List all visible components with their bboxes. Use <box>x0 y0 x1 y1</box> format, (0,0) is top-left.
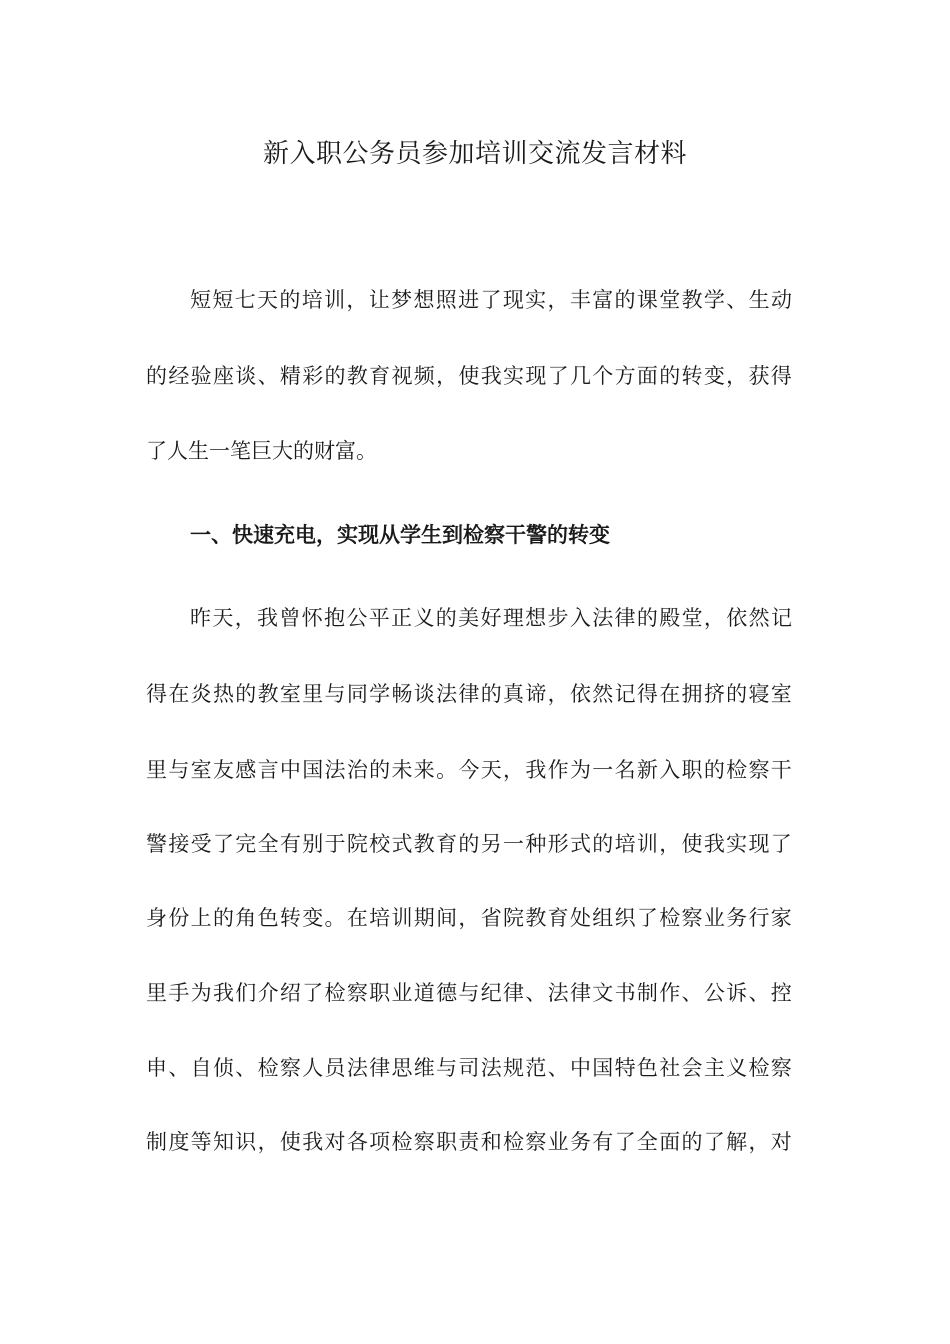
line-char: 了 <box>636 906 658 930</box>
line-char: 几 <box>569 364 591 388</box>
line-char: 公 <box>346 606 368 630</box>
line-char: 规 <box>503 1056 524 1080</box>
line-char: 得 <box>146 682 167 706</box>
line-char: 的 <box>369 758 391 782</box>
line-char: 与 <box>458 981 480 1005</box>
line-char: 培 <box>614 832 636 856</box>
line-char: 谈 <box>413 682 435 706</box>
line-char: 院 <box>346 832 368 856</box>
line-char: 然 <box>592 682 614 706</box>
line-char: 谛 <box>525 682 547 706</box>
line-char: 使 <box>279 1130 301 1154</box>
line-char: 的 <box>659 364 681 388</box>
line-char: 现 <box>502 288 524 312</box>
line-char: 制 <box>636 981 658 1005</box>
line-char: 我 <box>302 1130 324 1154</box>
line-char: 们 <box>235 981 257 1005</box>
line-char: 了 <box>703 1130 725 1154</box>
line-char: 抱 <box>324 606 346 630</box>
line-char: 手 <box>168 981 190 1005</box>
line-char: 实 <box>726 832 748 856</box>
line-char: 一 <box>503 832 524 856</box>
line-char: 的 <box>592 832 614 856</box>
line-char: 理 <box>502 606 524 630</box>
line-char: 、 <box>726 288 748 312</box>
line-char: 的 <box>435 606 457 630</box>
line-char: 解 <box>726 1130 748 1154</box>
line-char: 。 <box>324 906 346 930</box>
line-char: 受 <box>190 832 212 856</box>
line-char: 文 <box>592 981 614 1005</box>
line-char: 员 <box>324 1056 346 1080</box>
line-char: 。 <box>436 758 458 782</box>
line-char: 人 <box>302 1056 324 1080</box>
line-char: 有 <box>592 1130 614 1154</box>
paragraph-line <box>146 1122 792 1162</box>
line-char: 行 <box>748 906 770 930</box>
line-char: 使 <box>681 832 703 856</box>
line-char: 省 <box>480 906 502 930</box>
line-char: 侦 <box>212 1056 234 1080</box>
line-char: 想 <box>525 606 547 630</box>
line-char: 全 <box>257 832 279 856</box>
line-char: 畅 <box>391 682 413 706</box>
line-char: 动 <box>770 288 792 312</box>
line-char: 天 <box>212 606 234 630</box>
line-char: 、 <box>235 1056 257 1080</box>
line-char: 与 <box>324 682 346 706</box>
line-char: 的 <box>703 758 725 782</box>
line-char: 室 <box>279 682 301 706</box>
line-char: 色 <box>257 906 279 930</box>
line-char: 干 <box>770 758 792 782</box>
line-char: 律 <box>458 682 480 706</box>
line-char: 言 <box>257 758 279 782</box>
line-char: 真 <box>503 682 524 706</box>
line-char: 生 <box>748 288 770 312</box>
line-char: 职 <box>436 1130 458 1154</box>
line-char: ， <box>458 906 480 930</box>
line-char: 别 <box>302 832 324 856</box>
line-char: ， <box>436 364 458 388</box>
line-char: 于 <box>324 832 346 856</box>
line-char: 式 <box>391 832 413 856</box>
line-char: 堂 <box>681 606 703 630</box>
line-char: 平 <box>368 606 390 630</box>
line-char: 频 <box>413 364 435 388</box>
line-char: 训 <box>391 906 413 930</box>
line-char: 谈 <box>235 364 257 388</box>
line-char: 国 <box>302 758 324 782</box>
line-char: 我 <box>703 832 725 856</box>
line-char: 检 <box>748 1056 770 1080</box>
line-char: 等 <box>190 1130 212 1154</box>
line-char: 经 <box>168 364 190 388</box>
line-char: 同 <box>346 682 368 706</box>
paragraph-line <box>190 598 792 638</box>
line-char: 全 <box>636 1130 658 1154</box>
line-char: 里 <box>302 682 324 706</box>
line-char: 接 <box>168 832 190 856</box>
line-char: 丰 <box>569 288 591 312</box>
line-char: 识 <box>235 1130 257 1154</box>
line-char: 作 <box>547 758 569 782</box>
line-char: 了 <box>212 832 234 856</box>
line-char: 责 <box>458 1130 480 1154</box>
line-char: 对 <box>770 1130 792 1154</box>
line-char: 身 <box>146 906 167 930</box>
line-char: 处 <box>569 906 591 930</box>
line-char: 课 <box>636 288 658 312</box>
line-char: 度 <box>168 1130 190 1154</box>
line-char: 特 <box>614 1056 636 1080</box>
line-char: 察 <box>413 1130 435 1154</box>
line-char: 、 <box>547 1056 569 1080</box>
line-char: 来 <box>413 758 435 782</box>
line-char: 中 <box>279 758 301 782</box>
line-char: ， <box>234 606 256 630</box>
line-char: 座 <box>212 364 234 388</box>
line-char: 社 <box>659 1056 681 1080</box>
line-char: 了 <box>302 981 324 1005</box>
line-char: 热 <box>212 682 234 706</box>
line-char: 转 <box>279 906 301 930</box>
line-char: 和 <box>480 1130 502 1154</box>
line-char: 进 <box>458 288 480 312</box>
line-char: 为 <box>569 758 591 782</box>
line-char: 面 <box>659 1130 681 1154</box>
line-char: 绍 <box>279 981 301 1005</box>
line-char: 织 <box>614 906 636 930</box>
line-char: 家 <box>770 906 792 930</box>
line-char: 知 <box>212 1130 234 1154</box>
line-char: 了 <box>547 364 569 388</box>
line-char: 申 <box>146 1056 167 1080</box>
line-char: 司 <box>458 1056 480 1080</box>
line-char: 法 <box>324 758 346 782</box>
line-char: 短 <box>212 288 234 312</box>
line-char: 的 <box>279 288 301 312</box>
line-char: 记 <box>770 606 792 630</box>
line-char: 面 <box>636 364 658 388</box>
line-char: 变 <box>703 364 725 388</box>
line-char: 警 <box>146 832 167 856</box>
line-char: 想 <box>413 288 435 312</box>
line-char: 一 <box>592 758 614 782</box>
line-char: 公 <box>703 981 725 1005</box>
line-char: 殿 <box>659 606 681 630</box>
line-char: 间 <box>436 906 458 930</box>
line-char: 好 <box>480 606 502 630</box>
line-char: 得 <box>636 682 658 706</box>
line-char: 察 <box>681 906 703 930</box>
line-char: 正 <box>391 606 413 630</box>
line-char: 有 <box>279 832 301 856</box>
line-char: 新 <box>636 758 658 782</box>
line-char: 业 <box>703 906 725 930</box>
paragraph-line: 了人生一笔巨大的财富。 <box>146 439 377 463</box>
line-char: 的 <box>235 682 257 706</box>
line-char: ， <box>726 364 748 388</box>
line-char: 名 <box>614 758 636 782</box>
line-char: 依 <box>726 606 748 630</box>
line-char: 法 <box>547 981 569 1005</box>
line-char: 堂 <box>659 288 681 312</box>
line-char: 视 <box>391 364 413 388</box>
line-char: 主 <box>703 1056 725 1080</box>
line-char: 法 <box>436 682 458 706</box>
line-char: 照 <box>435 288 457 312</box>
line-char: 室 <box>190 758 212 782</box>
line-char: 使 <box>458 364 480 388</box>
line-char: 法 <box>592 606 614 630</box>
line-char: 我 <box>212 981 234 1005</box>
line-char: 形 <box>547 832 569 856</box>
line-char: 获 <box>748 364 770 388</box>
paragraph-line <box>146 973 792 1013</box>
line-char: 业 <box>391 981 413 1005</box>
line-char: 的 <box>324 364 346 388</box>
line-char: 组 <box>592 906 614 930</box>
line-char: ， <box>547 288 569 312</box>
line-char: 种 <box>525 832 547 856</box>
paragraph-line <box>190 280 792 320</box>
line-char: 律 <box>369 1056 391 1080</box>
line-char: 转 <box>681 364 703 388</box>
line-char: 怀 <box>301 606 323 630</box>
line-char: 未 <box>391 758 413 782</box>
line-char: 我 <box>480 364 502 388</box>
line-char: 维 <box>413 1056 435 1080</box>
line-char: 育 <box>547 906 569 930</box>
line-char: 彩 <box>302 364 324 388</box>
line-char: 的 <box>458 832 480 856</box>
line-char: 角 <box>235 906 257 930</box>
line-char: 份 <box>168 906 190 930</box>
line-char: 里 <box>146 981 167 1005</box>
line-char: ， <box>703 606 725 630</box>
line-char: 为 <box>190 981 212 1005</box>
line-char: 教 <box>413 832 435 856</box>
line-char: 的 <box>681 1130 703 1154</box>
line-char: 、 <box>681 981 703 1005</box>
line-char: 学 <box>369 682 391 706</box>
line-char: 的 <box>146 364 167 388</box>
line-char: 让 <box>368 288 390 312</box>
line-char: 检 <box>503 1130 524 1154</box>
line-char: 德 <box>436 981 458 1005</box>
line-char: 色 <box>636 1056 658 1080</box>
line-char: 期 <box>413 906 435 930</box>
line-char: 对 <box>324 1130 346 1154</box>
line-char: 友 <box>212 758 234 782</box>
line-char: 介 <box>257 981 279 1005</box>
line-char: 教 <box>525 906 547 930</box>
line-char: 会 <box>681 1056 703 1080</box>
line-char: 曾 <box>279 606 301 630</box>
line-char: 现 <box>748 832 770 856</box>
line-char: 的 <box>636 606 658 630</box>
paragraph-line <box>146 356 792 396</box>
line-char: ， <box>547 682 569 706</box>
line-char: 与 <box>436 1056 458 1080</box>
line-char: 法 <box>480 1056 502 1080</box>
line-char: 诉 <box>726 981 748 1005</box>
line-char: 变 <box>302 906 324 930</box>
line-char: 实 <box>525 288 547 312</box>
line-char: 律 <box>503 981 524 1005</box>
line-char: 职 <box>369 981 391 1005</box>
line-char: 里 <box>146 758 167 782</box>
line-char: 训 <box>636 832 658 856</box>
line-char: 在 <box>168 682 190 706</box>
document-title: 新入职公务员参加培训交流发言材料 <box>262 139 687 169</box>
line-char: 学 <box>703 288 725 312</box>
line-char: 寝 <box>748 682 770 706</box>
line-char: 察 <box>346 981 368 1005</box>
line-char: 天 <box>257 288 279 312</box>
line-char: 、 <box>748 981 770 1005</box>
line-char: 作 <box>659 981 681 1005</box>
line-char: 感 <box>235 758 257 782</box>
line-char: 式 <box>569 832 591 856</box>
section-heading: 一、快速充电，实现从学生到检察干警的转变 <box>190 523 610 547</box>
line-char: 制 <box>146 1130 167 1154</box>
line-char: ， <box>748 1130 770 1154</box>
line-char: 得 <box>770 364 792 388</box>
line-char: 思 <box>391 1056 413 1080</box>
line-char: 昨 <box>190 606 211 630</box>
line-char: 了 <box>480 288 502 312</box>
line-char: 今 <box>458 758 480 782</box>
paragraph-line <box>146 1048 792 1088</box>
paragraph-line <box>146 674 792 714</box>
line-char: 挤 <box>703 682 725 706</box>
line-char: 育 <box>369 364 391 388</box>
line-char: 、 <box>257 364 279 388</box>
line-char: 中 <box>569 1056 591 1080</box>
line-char: 炎 <box>190 682 212 706</box>
line-char: 现 <box>525 364 547 388</box>
line-char: 在 <box>346 906 368 930</box>
line-char: 教 <box>257 682 279 706</box>
line-char: 察 <box>770 1056 792 1080</box>
line-char: 与 <box>168 758 190 782</box>
line-char: 验 <box>190 364 212 388</box>
line-char: 纪 <box>480 981 502 1005</box>
line-char: 入 <box>659 758 681 782</box>
line-char: 我 <box>525 758 547 782</box>
line-char: 个 <box>592 364 614 388</box>
line-char: 教 <box>346 364 368 388</box>
line-char: 律 <box>614 606 636 630</box>
line-char: 、 <box>525 981 547 1005</box>
paragraph-line <box>146 898 792 938</box>
line-char: 育 <box>436 832 458 856</box>
line-char: 察 <box>525 1130 547 1154</box>
line-char: 职 <box>681 758 703 782</box>
line-char: 短 <box>190 288 211 312</box>
line-char: 培 <box>301 288 323 312</box>
line-char: 方 <box>614 364 636 388</box>
line-char: 拥 <box>681 682 703 706</box>
line-char: 培 <box>369 906 391 930</box>
line-char: 完 <box>235 832 257 856</box>
line-char: 自 <box>190 1056 212 1080</box>
line-char: 项 <box>369 1130 391 1154</box>
line-char: 检 <box>257 1056 279 1080</box>
line-char: 记 <box>614 682 636 706</box>
line-char: 然 <box>748 606 770 630</box>
line-char: 上 <box>190 906 212 930</box>
line-char: 书 <box>614 981 636 1005</box>
line-char: 务 <box>726 906 748 930</box>
line-char: 室 <box>770 682 792 706</box>
line-char: 律 <box>569 981 591 1005</box>
line-char: 检 <box>726 758 748 782</box>
line-char: 的 <box>726 682 748 706</box>
line-char: ， <box>346 288 368 312</box>
line-char: 业 <box>547 1130 569 1154</box>
line-char: 训 <box>324 288 346 312</box>
line-char: 务 <box>569 1130 591 1154</box>
line-char: 义 <box>726 1056 748 1080</box>
line-char: 富 <box>592 288 614 312</box>
line-char: 了 <box>770 832 792 856</box>
line-char: 控 <box>770 981 792 1005</box>
line-char: ， <box>659 832 681 856</box>
line-char: ， <box>503 758 524 782</box>
paragraph-line <box>146 750 792 790</box>
line-char: 在 <box>659 682 681 706</box>
line-char: 校 <box>369 832 391 856</box>
line-char: 实 <box>503 364 524 388</box>
line-char: 教 <box>681 288 703 312</box>
line-char: 察 <box>748 758 770 782</box>
line-char: 依 <box>569 682 591 706</box>
line-char: 了 <box>614 1130 636 1154</box>
line-char: 察 <box>279 1056 301 1080</box>
line-char: 检 <box>391 1130 413 1154</box>
line-char: 治 <box>346 758 368 782</box>
line-char: 七 <box>234 288 256 312</box>
line-char: 国 <box>592 1056 614 1080</box>
line-char: 步 <box>547 606 569 630</box>
line-char: 梦 <box>391 288 413 312</box>
line-char: 天 <box>480 758 502 782</box>
line-char: 入 <box>569 606 591 630</box>
line-char: ， <box>257 1130 279 1154</box>
line-char: 美 <box>458 606 480 630</box>
line-char: 的 <box>212 906 234 930</box>
line-char: 院 <box>503 906 524 930</box>
line-char: 检 <box>659 906 681 930</box>
line-char: 各 <box>346 1130 368 1154</box>
line-char: 检 <box>324 981 346 1005</box>
line-char: 范 <box>525 1056 547 1080</box>
line-char: 义 <box>413 606 435 630</box>
line-char: 我 <box>257 606 279 630</box>
line-char: 、 <box>168 1056 190 1080</box>
line-char: 的 <box>480 682 502 706</box>
line-char: 法 <box>346 1056 368 1080</box>
line-char: 道 <box>413 981 435 1005</box>
paragraph-line <box>146 824 792 864</box>
line-char: 精 <box>279 364 301 388</box>
line-char: 的 <box>614 288 636 312</box>
line-char: 另 <box>480 832 502 856</box>
